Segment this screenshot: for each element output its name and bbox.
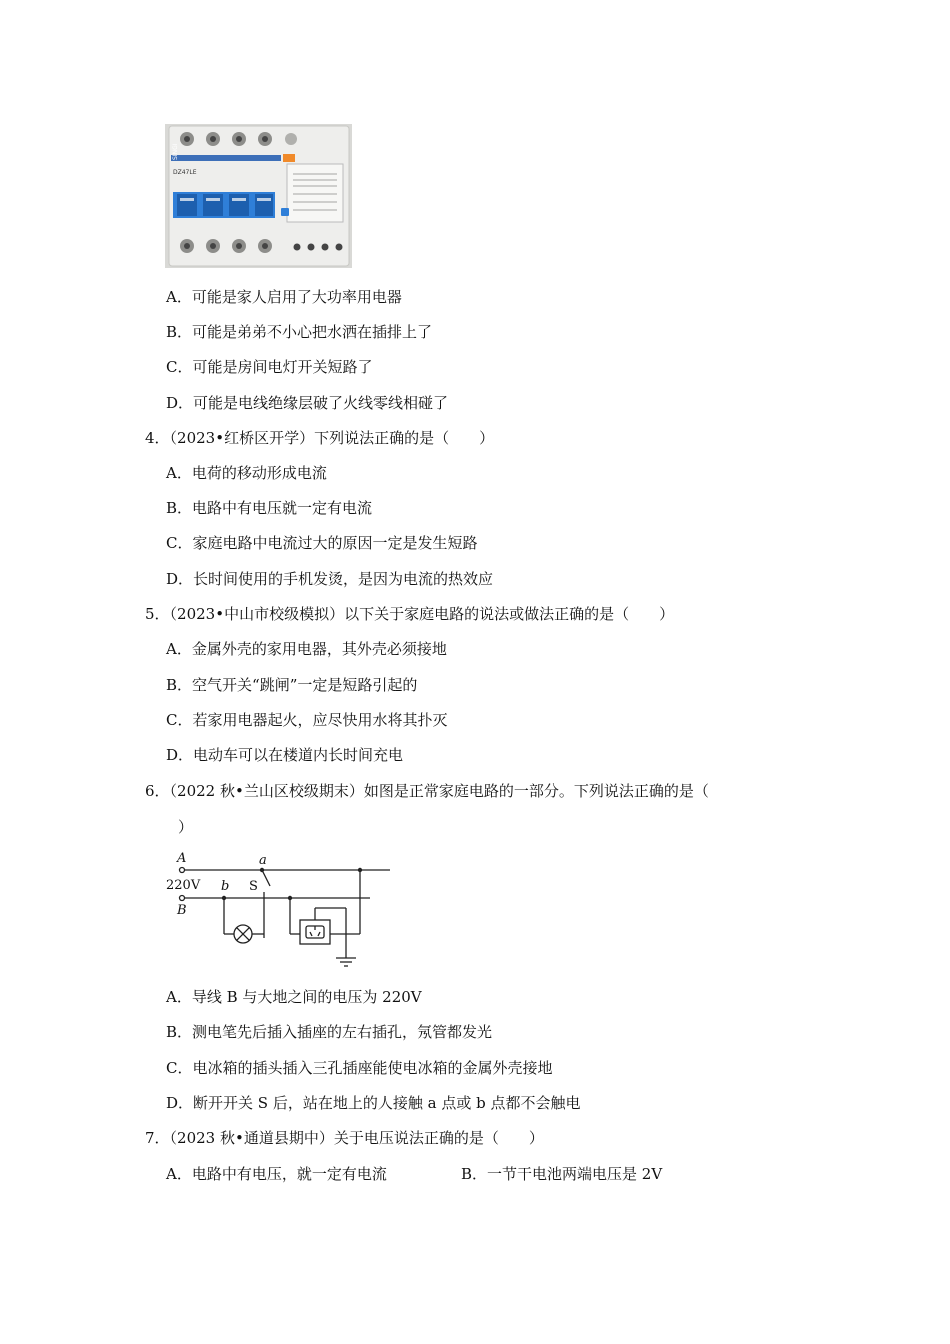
q4-option-d: D．长时间使用的手机发烫，是因为电流的热效应 [166,570,494,588]
q3-option-c: C．可能是房间电灯开关短路了 [166,358,373,376]
q3-option-d: D．可能是电线绝缘层破了火线零线相碰了 [166,394,449,412]
q5-option-a: A．金属外壳的家用电器，其外壳必须接地 [166,640,447,658]
q6-option-c: C．电冰箱的插头插入三孔插座能使电冰箱的金属外壳接地 [166,1059,553,1077]
label-b: b [221,879,230,894]
q7-option-a: A．电路中有电压，就一定有电流 [166,1165,387,1183]
q7-stem: 7．（2023 秋•通道县期中）关于电压说法正确的是（ ） [145,1129,544,1147]
q5-option-b: B．空气开关“跳闸”一定是短路引起的 [166,676,418,694]
brand-text: SINGI [172,143,179,160]
label-a: a [259,853,267,868]
q3-option-b: B．可能是弟弟不小心把水洒在插排上了 [166,323,433,341]
q6-stem: 6．（2022 秋•兰山区校级期末）如图是正常家庭电路的一部分。下列说法正确的是（ [145,782,709,800]
q4-option-a: A．电荷的移动形成电流 [166,464,327,482]
q5-stem: 5．（2023•中山市校级模拟）以下关于家庭电路的说法或做法正确的是（ ） [145,605,675,623]
model-text: DZ47LE [173,169,197,176]
q6-option-a: A．导线 B 与大地之间的电压为 220V [166,988,422,1006]
q6-option-b: B．测电笔先后插入插座的左右插孔，氖管都发光 [166,1023,493,1041]
q3-option-a: A．可能是家人启用了大功率用电器 [166,288,402,306]
circuit-breaker-image [165,124,352,268]
label-A: A [177,851,187,866]
q5-option-d: D．电动车可以在楼道内长时间充电 [166,746,404,764]
q6-option-d: D．断开开关 S 后，站在地上的人接触 a 点或 b 点都不会触电 [166,1094,581,1112]
q4-option-c: C．家庭电路中电流过大的原因一定是发生短路 [166,534,478,552]
q7-option-b: B．一节干电池两端电压是 2V [461,1165,663,1183]
q4-stem: 4．（2023•红桥区开学）下列说法正确的是（ ） [145,429,495,447]
label-S: S [249,879,258,894]
q6-stem-continuation: ） [178,818,194,836]
q4-option-b: B．电路中有电压就一定有电流 [166,499,373,517]
label-voltage: 220V [166,878,201,893]
q5-option-c: C．若家用电器起火，应尽快用水将其扑灭 [166,711,448,729]
circuit-diagram [160,848,400,976]
label-B: B [177,903,187,918]
